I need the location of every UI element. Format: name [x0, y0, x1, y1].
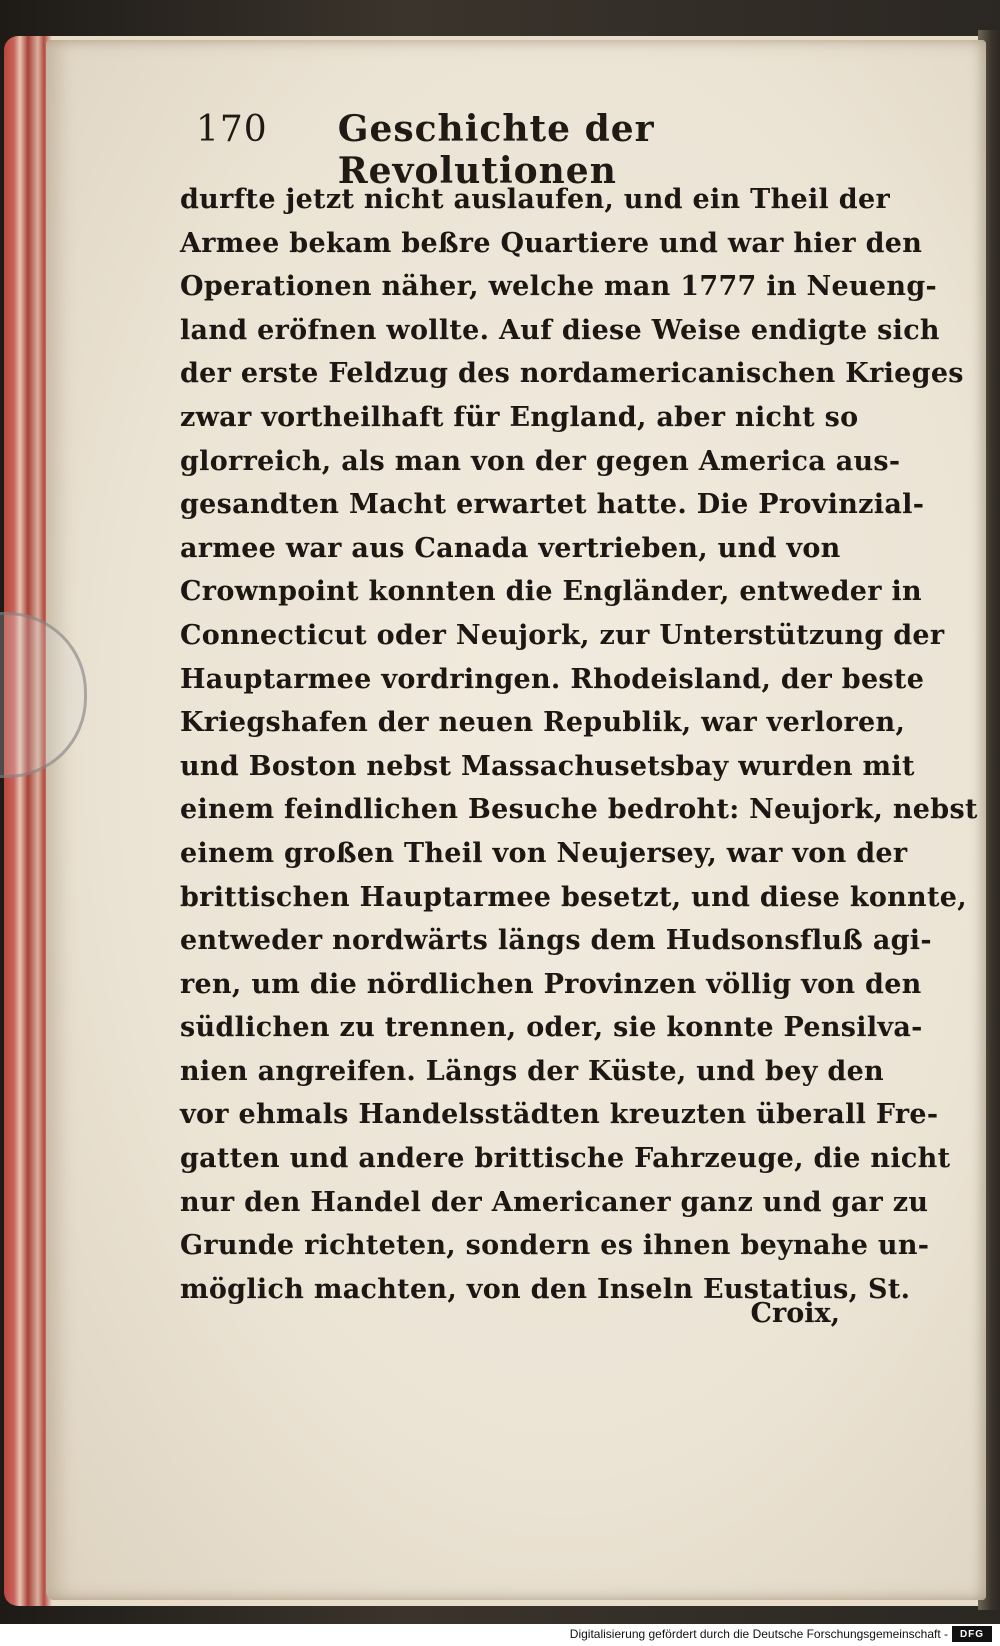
text-line: Crownpoint konnten die Engländer, entweder in [180, 576, 922, 608]
catchword: Croix, [750, 1298, 840, 1329]
text-line: Grunde richteten, sondern es ihnen beynahe un- [180, 1230, 930, 1262]
page-header [196, 108, 836, 192]
text-line: möglich machten, von den Inseln Eustatius, St. [180, 1273, 911, 1305]
text-line: einem großen Theil von Neujersey, war von der [180, 837, 908, 869]
page-number: 170 [196, 109, 268, 150]
text-line: Operationen näher, welche man 1777 in Neueng- [180, 271, 938, 303]
running-title: Geschichte der Revolutionen [337, 108, 655, 192]
text-line: Hauptarmee vordringen. Rhodeisland, der beste [180, 663, 925, 695]
text-line: glorreich, als man von der gegen America aus- [180, 445, 901, 477]
funding-notice: Digitalisierung gefördert durch die Deutsche Forschungsgemeinschaft - [569, 1627, 948, 1641]
dfg-logo: DFG [952, 1626, 992, 1642]
text-line: Kriegshafen der neuen Republik, war verloren, [180, 707, 906, 739]
text-line: nur den Handel der Americaner ganz und gar zu [180, 1186, 929, 1218]
text-line: brittischen Hauptarmee besetzt, und diese konnte, [180, 881, 967, 913]
text-line: armee war aus Canada vertrieben, und von [180, 532, 841, 564]
text-line: ren, um die nördlichen Provinzen völlig von den [180, 968, 922, 1000]
text-line: entweder nordwärts längs dem Hudsonsfluß agi- [180, 925, 932, 957]
text-line: südlichen zu trennen, oder, sie konnte Pensilva- [180, 1012, 923, 1044]
text-line: gesandten Macht erwartet hatte. Die Provinzial- [180, 489, 925, 521]
text-line: einem feindlichen Besuche bedroht: Neujork, nebst [180, 794, 978, 826]
text-line: der erste Feldzug des nordamericanischen Krieges [180, 358, 964, 390]
text-line: Connecticut oder Neujork, zur Unterstützung der [180, 619, 945, 651]
text-line: nien angreifen. Längs der Küste, und bey den [180, 1055, 884, 1087]
body-text [180, 178, 978, 1311]
text-line: durfte jetzt nicht auslaufen, und ein Theil der [180, 184, 890, 215]
text-line: Armee bekam beßre Quartiere und war hier den [180, 227, 923, 259]
text-line: gatten und andere brittische Fahrzeuge, die nicht [180, 1143, 951, 1175]
text-line: land eröfnen wollte. Auf diese Weise endigte sich [180, 314, 940, 346]
text-line: zwar vortheilhaft für England, aber nicht so [180, 401, 859, 433]
text-line: vor ehmals Handelsstädten kreuzten überall Fre- [180, 1099, 939, 1131]
text-line: und Boston nebst Massachusetsbay wurden mit [180, 750, 915, 782]
